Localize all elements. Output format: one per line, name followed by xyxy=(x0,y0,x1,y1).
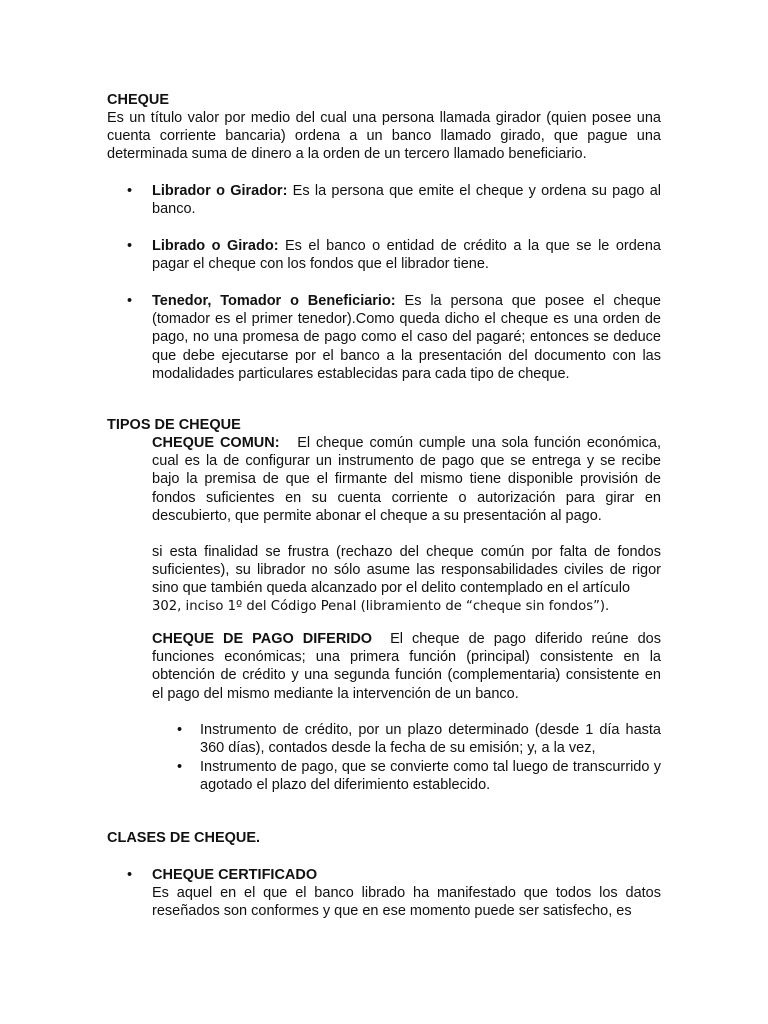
bullet-icon: • xyxy=(127,183,133,199)
section-title-tipos: TIPOS DE CHEQUE xyxy=(107,417,241,433)
bullet-text xyxy=(152,182,661,218)
bullet-description: Es la persona que emite el cheque y ordena su pago al banco. xyxy=(152,183,661,218)
bullet-term: Tenedor, Tomador o Beneficiario: xyxy=(152,293,396,309)
cheque-diferido-term: CHEQUE DE PAGO DIFERIDO xyxy=(152,631,373,647)
cheque-comun-paragraph xyxy=(152,434,666,525)
bullet-term: CHEQUE CERTIFICADO xyxy=(152,867,318,883)
bullet-text xyxy=(152,292,661,383)
cheque-comun-term: CHEQUE COMUN: xyxy=(152,435,280,451)
cheque-diferido-text: El cheque de pago diferido reúne dos funciones económicas; una primera función (principal) consistente en la obtención de crédito y una segunda función (complementaria) consistente en el pago del mismo mediante la intervención de un banco. xyxy=(152,631,666,702)
bullet-icon: • xyxy=(177,722,183,738)
section-title-clases: CLASES DE CHEQUE. xyxy=(107,830,261,846)
sub-bullet-text: Instrumento de crédito, por un plazo determinado (desde 1 día hasta 360 días), contados desde la fecha de su emisión; y, a la vez, xyxy=(200,722,661,757)
frustra-text: si esta finalidad se frustra (rechazo del cheque común por falta de fondos suficientes), su librador no sólo asume las responsabilidades civiles de rigor sino que también queda alcanzado por el delito contemplado en el artículo xyxy=(152,544,661,597)
bullet-description: Es el banco o entidad de crédito a la que se le ordena pagar el cheque con los fondos que el librador tiene. xyxy=(152,238,661,273)
sub-bullet-pago xyxy=(152,758,661,794)
bullet-term: Librador o Girador: xyxy=(152,183,288,199)
bullet-description: Es aquel en el que el banco librado ha manifestado que todos los datos reseñados son conformes y que en ese momento puede ser satisfecho, es xyxy=(152,885,661,920)
sub-bullet-text: Instrumento de pago, que se convierte como tal luego de transcurrido y agotado el plazo del diferimiento establecido. xyxy=(200,759,661,794)
bullet-icon: • xyxy=(127,238,133,254)
sub-bullet-credito xyxy=(152,721,661,757)
bullet-item-librador xyxy=(107,182,661,218)
section-title-cheque: CHEQUE xyxy=(107,92,170,108)
bullet-icon: • xyxy=(127,293,133,309)
bullet-icon: • xyxy=(127,867,133,883)
bullet-term: Librado o Girado: xyxy=(152,238,279,254)
frustra-tail: 302, inciso 1º del Código Penal (libramiento de “cheque sin fondos”). xyxy=(152,598,610,614)
bullet-item-librado xyxy=(107,237,661,273)
bullet-text xyxy=(152,237,661,273)
cheque-comun-text: El cheque común cumple una sola función económica, cual es la de configurar un instrumento de pago que se entrega y se recibe bajo la premisa de que el firmante del mismo tiene disponible provisión de fondos suficientes en su cuenta corriente o autorización para girar en descubierto, que permite abonar el cheque a su presentación al pago. xyxy=(152,435,666,524)
frustra-paragraph xyxy=(152,543,661,616)
bullet-item-tenedor xyxy=(107,292,661,383)
cheque-diferido-paragraph xyxy=(152,630,666,703)
bullet-description: Es la persona que posee el cheque (tomador es el primer tenedor).Como queda dicho el cheque es una orden de pago, no una promesa de pago como el caso del pagaré; entonces se deduce que debe ejecutarse por el banco a la presentación del documento con las modalidades particulares establecidas para cada tipo de cheque. xyxy=(152,293,661,382)
bullet-text xyxy=(152,866,661,921)
bullet-item-certificado xyxy=(107,866,661,921)
cheque-definition: Es un título valor por medio del cual una persona llamada girador (quien posee una cuenta corriente bancaria) ordena a un banco llamado girado, que pague una determinada suma de dinero a la orden de un tercero llamado beneficiario. xyxy=(107,110,661,163)
bullet-icon: • xyxy=(177,759,183,775)
